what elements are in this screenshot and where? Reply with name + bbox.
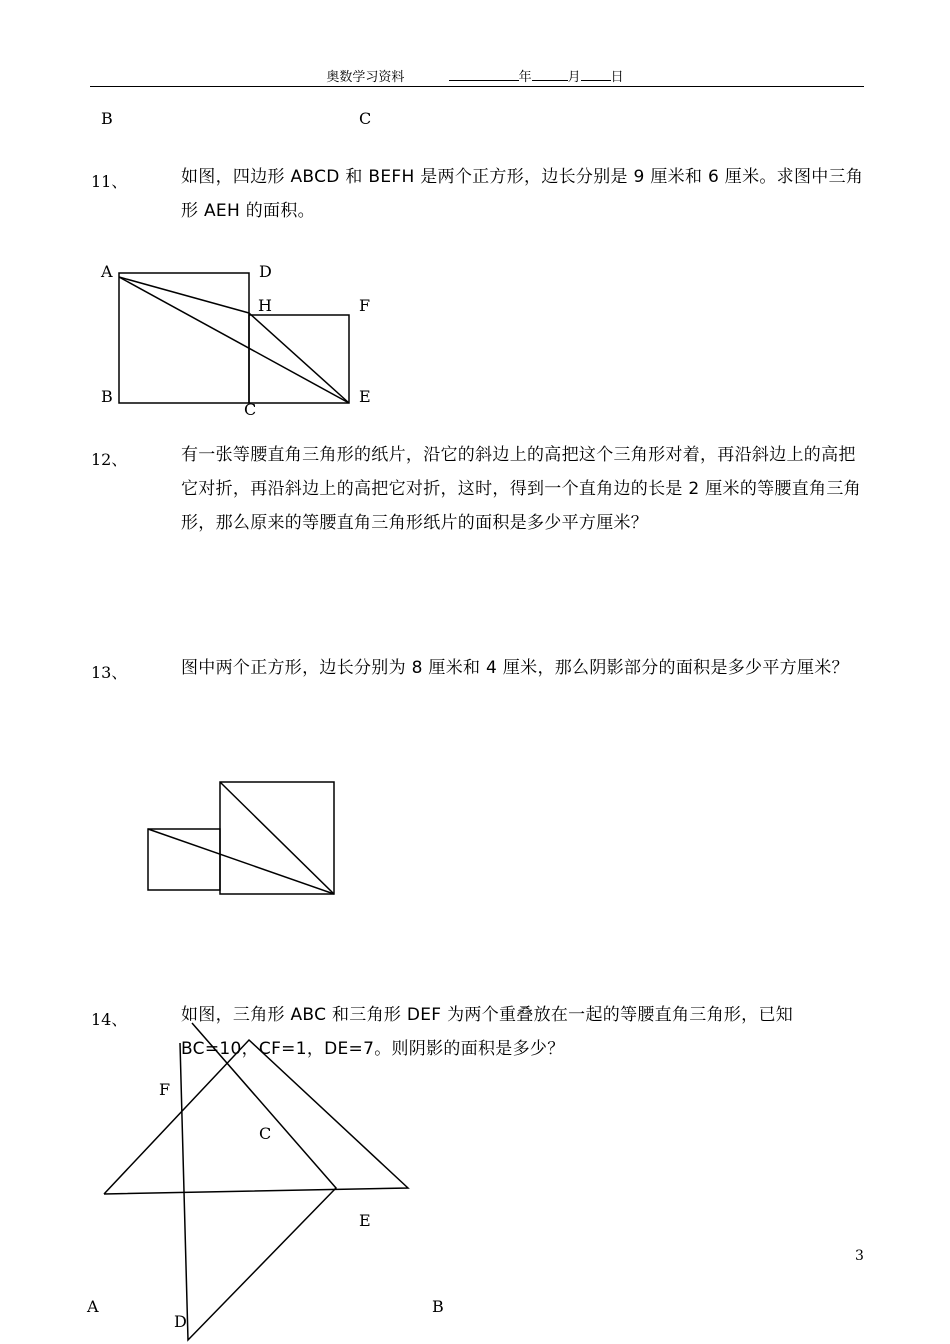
question-13-number: 13、 <box>91 663 128 682</box>
question-14-number: 14、 <box>91 1010 128 1029</box>
header-year: 年 <box>518 70 532 85</box>
fig11-label-d: D <box>259 262 272 281</box>
prev-figure-label-b: B <box>101 109 113 128</box>
fig14-label-f: F <box>159 1080 171 1099</box>
question-11-number: 11、 <box>91 172 128 191</box>
question-11-text: 如图，四边形 ABCD 和 BEFH 是两个正方形，边长分别是 9 厘米和 6 厘米。求图中三角形 AEH 的面积。 <box>181 167 864 221</box>
fig14-label-a: A <box>87 1297 99 1316</box>
fig14-label-c: C <box>259 1124 272 1143</box>
header-title: 奥数学习资料 <box>326 70 405 85</box>
header-month: 月 <box>567 70 581 85</box>
fig14-label-b: B <box>432 1297 444 1316</box>
figure-13-squares <box>148 782 334 894</box>
fig11-label-b: B <box>101 387 113 406</box>
figure-14-triangles <box>104 1023 408 1340</box>
fig11-label-c: C <box>244 400 257 419</box>
question-14-text: 如图，三角形 ABC 和三角形 DEF 为两个重叠放在一起的等腰直角三角形，已知 BC=10，CF=1，DE=7。则阴影的面积是多少？ <box>181 1005 794 1059</box>
page-number: 3 <box>855 1248 864 1264</box>
fig11-label-h: H <box>258 296 272 315</box>
prev-figure-label-c: C <box>359 109 372 128</box>
fig14-label-d: D <box>174 1312 187 1331</box>
question-12-number: 12、 <box>91 450 128 469</box>
question-13-text: 图中两个正方形，边长分别为 8 厘米和 4 厘米，那么阴影部分的面积是多少平方厘米？ <box>181 658 849 678</box>
figure-11-squares <box>119 273 349 403</box>
header-day: 日 <box>610 70 624 85</box>
fig11-label-a: A <box>101 262 113 281</box>
fig11-label-e: E <box>359 387 371 406</box>
question-12-text: 有一张等腰直角三角形的纸片，沿它的斜边上的高把这个三角形对着，再沿斜边上的高把它对折，再沿斜边上的高把它对折，这时，得到一个直角边的长是 2 厘米的等腰直角三角形，那么原来的等腰直角三角形纸片的面积是多少平方厘米？ <box>181 445 861 533</box>
fig11-label-f: F <box>359 296 371 315</box>
fig14-label-e: E <box>359 1211 371 1230</box>
